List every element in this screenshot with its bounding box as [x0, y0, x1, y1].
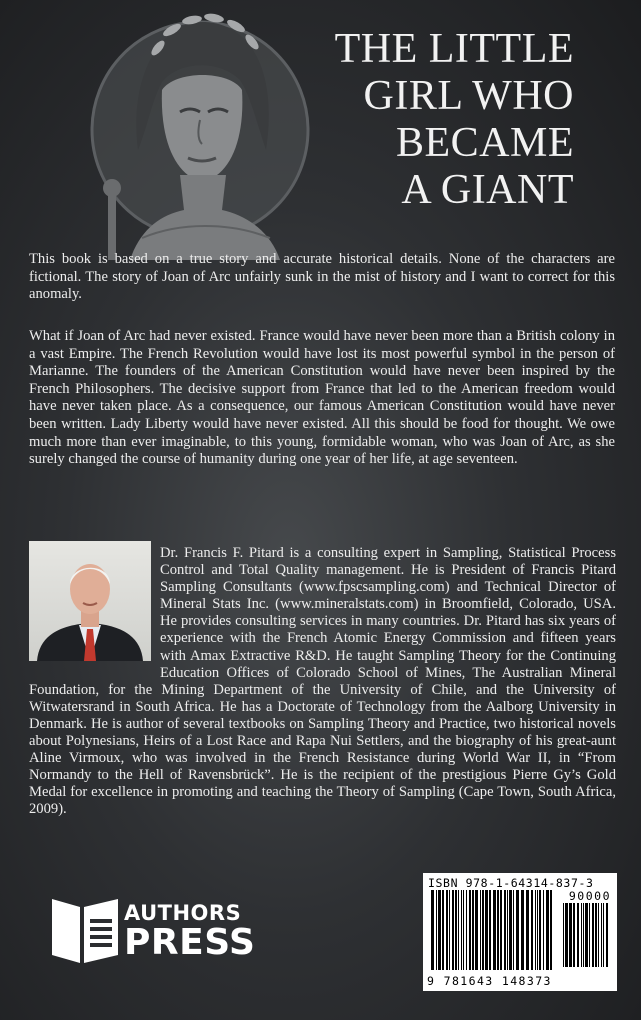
- book-page-icon: [50, 893, 122, 965]
- barcode-bar: [504, 890, 506, 970]
- barcode-bar: [458, 890, 459, 970]
- barcode-bar: [531, 890, 533, 970]
- barcode-bar: [455, 890, 457, 970]
- price-code: 90000: [568, 889, 611, 903]
- barcode-bar: [535, 890, 536, 970]
- barcode-bar: [513, 890, 514, 970]
- barcode-bar: [452, 890, 454, 970]
- barcode-number: 9 781643 148373: [427, 974, 552, 988]
- barcode-bar: [446, 890, 448, 970]
- author-biography: Dr. Francis F. Pitard is a consulting expert in Sampling, Statistical Process Control and Total Quality management. He is President of Francis Pitard Sampling Consultants (www.fpscsampling.com) and Technical Director of Mineral Stats Inc. (www.mineralstats.com) in Broomfield, Colorado, USA. He provides consulting services in many countries. Dr. Pitard has six years of experience with the French Atomic Energy Commission and fifteen years with Amax Extractive R&D. He taught Sampling Theory for the Continuing Education Offices of Colorado School of Mines, The Australian Mineral Foundation, for the Mining Department of the University of Chile, and the University of Witwatersrand in South Africa. He has a Doctorate of Technology from the Aalborg University in Denmark. He is author of several textbooks on Sampling Theory and Practice, two historical novels about Polynesians, Heirs of a Lost Race and Rapa Nui Settlers, and the biography of his great-aunt Aline Virmoux, who was involved in the French Resistance during World War II, in “From Normandy to the Hell of Ravensbrück”. He is the recipient of the prestigious Pierre Gy’s Gold Medal for excellence in promoting and teaching the Theory of Sampling (Cape Town, South Africa, 2009).: [29, 545, 616, 818]
- barcode-bar: [589, 903, 590, 967]
- barcode-bar: [606, 903, 608, 967]
- publisher-logo: [50, 893, 260, 965]
- intro-paragraph: This book is based on a true story and accurate historical details. None of the characters are fictional. The story of Joan of Arc unfairly sunk in the mist of history and I want to correct for this anomaly.: [29, 251, 615, 303]
- title-line: THE LITTLE: [334, 26, 574, 72]
- barcode-bar: [526, 890, 529, 970]
- barcode-bar: [489, 890, 491, 970]
- barcode-bar: [436, 890, 437, 970]
- barcode-bar: [509, 890, 512, 970]
- barcode-bar: [493, 890, 496, 970]
- barcode-bar: [569, 903, 572, 967]
- barcode-bar: [475, 890, 478, 970]
- barcode-bar: [469, 890, 471, 970]
- barcode-bar: [485, 890, 488, 970]
- barcode-bar: [585, 903, 588, 967]
- barcode-bar: [601, 903, 602, 967]
- barcode-bar: [482, 890, 484, 970]
- barcode-bar: [442, 890, 444, 970]
- barcode-bar: [521, 890, 524, 970]
- logo-text-top: AUTHORS: [124, 901, 242, 925]
- barcode-bar: [577, 903, 579, 967]
- isbn-barcode: [423, 873, 617, 991]
- barcode-bar: [438, 890, 441, 970]
- barcode-bar: [595, 903, 597, 967]
- barcode-bar: [537, 890, 538, 970]
- title-line: GIRL WHO: [363, 73, 574, 119]
- barcode-bar: [497, 890, 499, 970]
- barcode-bar: [550, 890, 552, 970]
- barcode-bar: [598, 903, 599, 967]
- logo-text-bottom: PRESS: [124, 922, 256, 963]
- barcode-bar: [543, 890, 544, 970]
- barcode-bar: [563, 903, 564, 967]
- barcode-bar: [507, 890, 508, 970]
- barcode-bar: [603, 903, 604, 967]
- barcode-bar: [583, 903, 584, 967]
- addon-barcode-bars: [563, 903, 609, 967]
- barcode-bar: [500, 890, 502, 970]
- title-line: BECAME: [395, 120, 574, 166]
- barcode-bar: [592, 903, 594, 967]
- book-title: [274, 26, 574, 214]
- barcode-bar: [565, 903, 568, 967]
- barcode-bar: [480, 890, 481, 970]
- barcode-bar: [463, 890, 464, 970]
- premise-paragraph: What if Joan of Arc had never existed. France would have never been more than a British colony in a vast Empire. The French Revolution would have lost its most powerful symbol in the person of Marianne. The founders of the American Constitution would have never been inspired by the French Philosophers. The decisive support from France that led to the American freedom would have never taken place. As a consequence, our famous American Constitution would have never been written. Lady Liberty would have never existed. All this should be food for thought. We owe much more than ever imaginable, to this young, formidable woman, who was Joan of Arc, as she surely changed the course of humanity during one year of her life, at age seventeen.: [29, 328, 615, 468]
- barcode-bar: [573, 903, 575, 967]
- barcode-bar: [546, 890, 549, 970]
- barcode-bar: [431, 890, 434, 970]
- barcode-bar: [516, 890, 519, 970]
- barcode-bars: [431, 890, 555, 970]
- barcode-bar: [539, 890, 541, 970]
- title-line: A GIANT: [401, 167, 574, 213]
- barcode-bar: [461, 890, 462, 970]
- barcode-bar: [472, 890, 474, 970]
- barcode-bar: [581, 903, 582, 967]
- barcode-bar: [466, 890, 467, 970]
- isbn-label: ISBN 978-1-64314-837-3: [428, 876, 594, 890]
- barcode-bar: [449, 890, 450, 970]
